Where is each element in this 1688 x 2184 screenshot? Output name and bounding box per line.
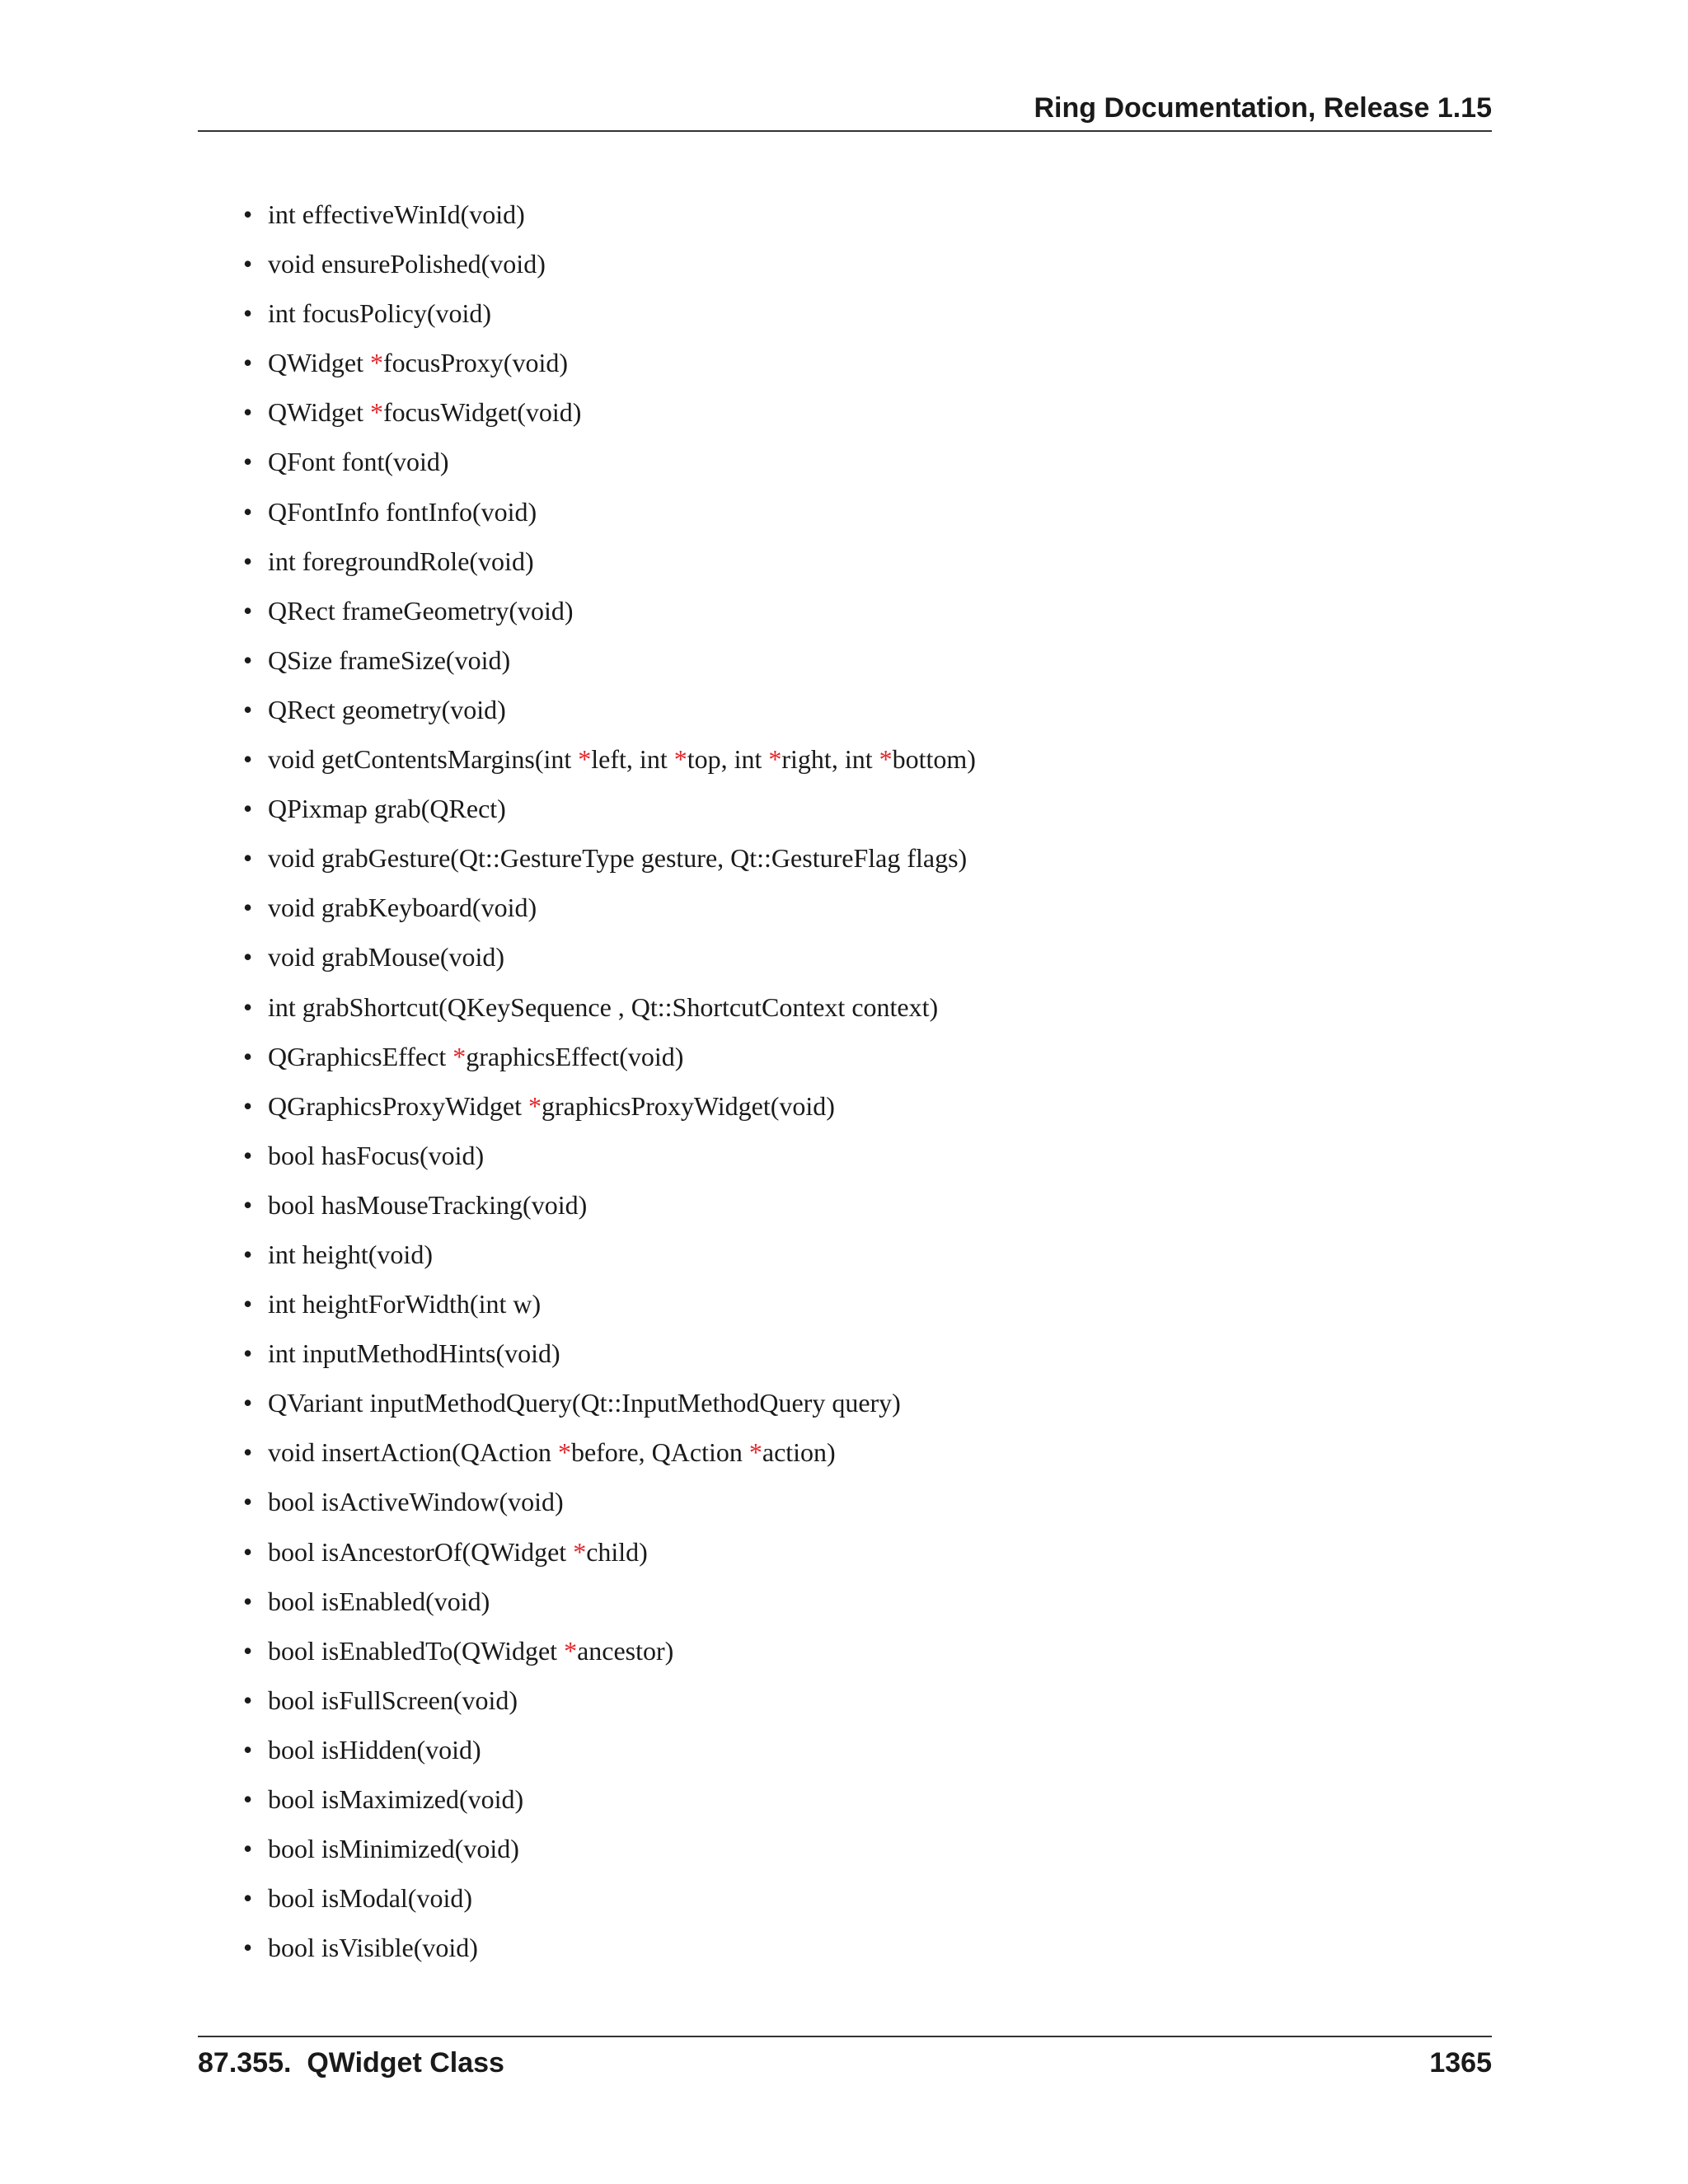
- signature-text: ancestor): [577, 1635, 674, 1666]
- bullet-marker: •: [243, 1289, 253, 1319]
- signature-text: bool hasFocus(void): [268, 1140, 485, 1170]
- signature-text: bool isHidden(void): [268, 1734, 481, 1765]
- method-item: [198, 991, 1492, 1040]
- method-item: [198, 940, 1492, 990]
- method-signature: [268, 1141, 484, 1170]
- method-item: [198, 247, 1492, 297]
- bullet-marker: •: [243, 1586, 253, 1616]
- method-list: [198, 198, 1492, 1980]
- method-item: [198, 198, 1492, 247]
- method-signature: [268, 1685, 518, 1715]
- method-item: [198, 1535, 1492, 1585]
- signature-text: int heightForWidth(int w): [268, 1289, 542, 1319]
- method-item: [198, 495, 1492, 545]
- method-signature: [268, 1537, 648, 1567]
- signature-text: action): [762, 1437, 836, 1468]
- pointer-asterisk: *: [452, 1041, 467, 1071]
- method-signature: [268, 794, 506, 823]
- method-signature: [268, 1933, 478, 1962]
- signature-text: bool isMaximized(void): [268, 1784, 524, 1814]
- bullet-marker: •: [243, 744, 253, 775]
- signature-text: void getContentsMargins(int: [268, 744, 579, 775]
- bullet-marker: •: [243, 644, 253, 675]
- method-item: [198, 1733, 1492, 1783]
- method-signature: [268, 1735, 481, 1765]
- signature-text: QSize frameSize(void): [268, 644, 511, 675]
- method-signature: [268, 1042, 683, 1071]
- method-signature: [268, 992, 938, 1022]
- signature-text: void grabMouse(void): [268, 942, 505, 972]
- method-signature: [268, 249, 546, 279]
- signature-text: int grabShortcut(QKeySequence , Qt::ShortcutContext context): [268, 991, 939, 1022]
- signature-text: int effectiveWinId(void): [268, 199, 525, 229]
- pointer-asterisk: *: [573, 1536, 587, 1567]
- bullet-marker: •: [243, 1734, 253, 1765]
- footer-page-number: 1365: [1429, 2047, 1492, 2079]
- method-item: [198, 346, 1492, 396]
- method-item: [198, 644, 1492, 693]
- signature-text: QGraphicsProxyWidget: [268, 1090, 528, 1121]
- method-item: [198, 1931, 1492, 1980]
- bullet-marker: •: [243, 1784, 253, 1814]
- signature-text: bottom): [892, 744, 976, 775]
- method-item: [198, 792, 1492, 841]
- method-item: [198, 1238, 1492, 1287]
- bullet-marker: •: [243, 1239, 253, 1269]
- header-title: Ring Documentation, Release 1.15: [1034, 92, 1492, 124]
- signature-text: void ensurePolished(void): [268, 249, 546, 279]
- method-item: [198, 396, 1492, 445]
- bullet-marker: •: [243, 1834, 253, 1864]
- bullet-marker: •: [243, 546, 253, 576]
- bullet-marker: •: [243, 1189, 253, 1220]
- method-signature: [268, 1487, 564, 1516]
- bullet-marker: •: [243, 447, 253, 477]
- method-item: [198, 1386, 1492, 1436]
- signature-text: bool hasMouseTracking(void): [268, 1189, 588, 1220]
- pointer-asterisk: *: [370, 397, 384, 428]
- bullet-marker: •: [243, 1388, 253, 1418]
- signature-text: bool isModal(void): [268, 1883, 472, 1914]
- signature-text: void grabGesture(Qt::GestureType gesture, Qt::GestureFlag flags): [268, 843, 968, 874]
- method-signature: [268, 1834, 519, 1863]
- pointer-asterisk: *: [578, 744, 592, 775]
- signature-text: graphicsEffect(void): [466, 1041, 684, 1071]
- method-signature: [268, 1437, 836, 1467]
- signature-text: bool isAncestorOf(QWidget: [268, 1536, 574, 1567]
- signature-text: bool isFullScreen(void): [268, 1685, 518, 1715]
- method-item: [198, 1337, 1492, 1386]
- signature-text: bool isActiveWindow(void): [268, 1487, 564, 1517]
- signature-text: focusProxy(void): [383, 348, 568, 378]
- signature-text: graphicsProxyWidget(void): [541, 1090, 835, 1121]
- pointer-asterisk: *: [748, 1437, 762, 1468]
- method-item: [198, 1188, 1492, 1238]
- signature-text: QWidget: [268, 397, 371, 428]
- bullet-marker: •: [243, 1635, 253, 1666]
- signature-text: QFont font(void): [268, 447, 449, 477]
- method-item: [198, 1287, 1492, 1337]
- signature-text: QPixmap grab(QRect): [268, 794, 506, 824]
- footer-section-title: 87.355. QWidget Class: [198, 2047, 504, 2079]
- bullet-marker: •: [243, 348, 253, 378]
- method-item: [198, 1436, 1492, 1485]
- bullet-marker: •: [243, 942, 253, 972]
- method-signature: [268, 397, 581, 427]
- bullet-marker: •: [243, 1933, 253, 1963]
- signature-text: bool isMinimized(void): [268, 1834, 519, 1864]
- signature-text: void insertAction(QAction: [268, 1437, 558, 1468]
- method-item: [198, 594, 1492, 644]
- bullet-marker: •: [243, 397, 253, 428]
- method-signature: [268, 596, 574, 626]
- pointer-asterisk: *: [768, 744, 782, 775]
- method-signature: [268, 843, 967, 873]
- bullet-marker: •: [243, 843, 253, 874]
- method-item: [198, 297, 1492, 346]
- bullet-marker: •: [243, 595, 253, 626]
- signature-text: QRect frameGeometry(void): [268, 595, 574, 626]
- signature-text: int foregroundRole(void): [268, 546, 534, 576]
- method-signature: [268, 1784, 523, 1814]
- page-content: [198, 198, 1492, 1980]
- bullet-marker: •: [243, 249, 253, 279]
- signature-text: bool isEnabled(void): [268, 1586, 490, 1616]
- method-signature: [268, 695, 506, 724]
- bullet-marker: •: [243, 1487, 253, 1517]
- method-item: [198, 1485, 1492, 1535]
- bullet-marker: •: [243, 1883, 253, 1914]
- method-signature: [268, 298, 491, 328]
- method-item: [198, 1783, 1492, 1832]
- pointer-asterisk: *: [528, 1090, 542, 1121]
- method-signature: [268, 1388, 901, 1418]
- signature-text: right, int: [781, 744, 879, 775]
- method-item: [198, 1090, 1492, 1139]
- method-item: [198, 1634, 1492, 1684]
- signature-text: before, QAction: [570, 1437, 749, 1468]
- method-item: [198, 693, 1492, 743]
- bullet-marker: •: [243, 199, 253, 229]
- bullet-marker: •: [243, 1338, 253, 1369]
- signature-text: top, int: [687, 744, 769, 775]
- method-signature: [268, 1091, 835, 1121]
- pointer-asterisk: *: [879, 744, 893, 775]
- method-signature: [268, 1289, 541, 1319]
- method-item: [198, 1585, 1492, 1634]
- signature-text: void grabKeyboard(void): [268, 893, 537, 923]
- bullet-marker: •: [243, 1090, 253, 1121]
- bullet-marker: •: [243, 991, 253, 1022]
- bullet-marker: •: [243, 1437, 253, 1468]
- bullet-marker: •: [243, 694, 253, 724]
- method-signature: [268, 1883, 472, 1913]
- bullet-marker: •: [243, 893, 253, 923]
- method-item: [198, 841, 1492, 891]
- method-item: [198, 891, 1492, 940]
- pointer-asterisk: *: [370, 348, 384, 378]
- method-item: [198, 1882, 1492, 1931]
- bullet-marker: •: [243, 1536, 253, 1567]
- bullet-marker: •: [243, 1140, 253, 1170]
- pointer-asterisk: *: [564, 1635, 578, 1666]
- signature-text: child): [586, 1536, 648, 1567]
- method-item: [198, 1139, 1492, 1188]
- method-signature: [268, 893, 537, 922]
- signature-text: QWidget: [268, 348, 371, 378]
- bullet-marker: •: [243, 1685, 253, 1715]
- bullet-marker: •: [243, 794, 253, 824]
- method-item: [198, 445, 1492, 494]
- pointer-asterisk: *: [673, 744, 687, 775]
- method-signature: [268, 1338, 560, 1368]
- method-item: [198, 545, 1492, 594]
- signature-text: QGraphicsEffect: [268, 1041, 453, 1071]
- signature-text: int height(void): [268, 1239, 433, 1269]
- method-signature: [268, 1636, 673, 1666]
- method-item: [198, 1832, 1492, 1882]
- signature-text: QRect geometry(void): [268, 694, 506, 724]
- method-signature: [268, 1240, 433, 1269]
- signature-text: left, int: [591, 744, 674, 775]
- method-signature: [268, 546, 534, 576]
- method-signature: [268, 199, 525, 229]
- method-signature: [268, 447, 449, 476]
- page-header: [198, 91, 1492, 132]
- method-item: [198, 1684, 1492, 1733]
- method-signature: [268, 497, 537, 527]
- signature-text: bool isVisible(void): [268, 1933, 478, 1963]
- pointer-asterisk: *: [557, 1437, 571, 1468]
- signature-text: int inputMethodHints(void): [268, 1338, 560, 1369]
- method-signature: [268, 348, 568, 377]
- bullet-marker: •: [243, 496, 253, 527]
- method-signature: [268, 645, 510, 675]
- method-item: [198, 1040, 1492, 1090]
- method-signature: [268, 942, 504, 972]
- method-signature: [268, 744, 976, 774]
- signature-text: bool isEnabledTo(QWidget: [268, 1635, 565, 1666]
- page-footer: [198, 2036, 1492, 2087]
- bullet-marker: •: [243, 298, 253, 329]
- method-signature: [268, 1586, 490, 1616]
- method-item: [198, 743, 1492, 792]
- signature-text: QVariant inputMethodQuery(Qt::InputMethodQuery query): [268, 1388, 901, 1418]
- signature-text: focusWidget(void): [383, 397, 582, 428]
- signature-text: QFontInfo fontInfo(void): [268, 496, 537, 527]
- bullet-marker: •: [243, 1041, 253, 1071]
- signature-text: int focusPolicy(void): [268, 298, 492, 329]
- method-signature: [268, 1190, 587, 1220]
